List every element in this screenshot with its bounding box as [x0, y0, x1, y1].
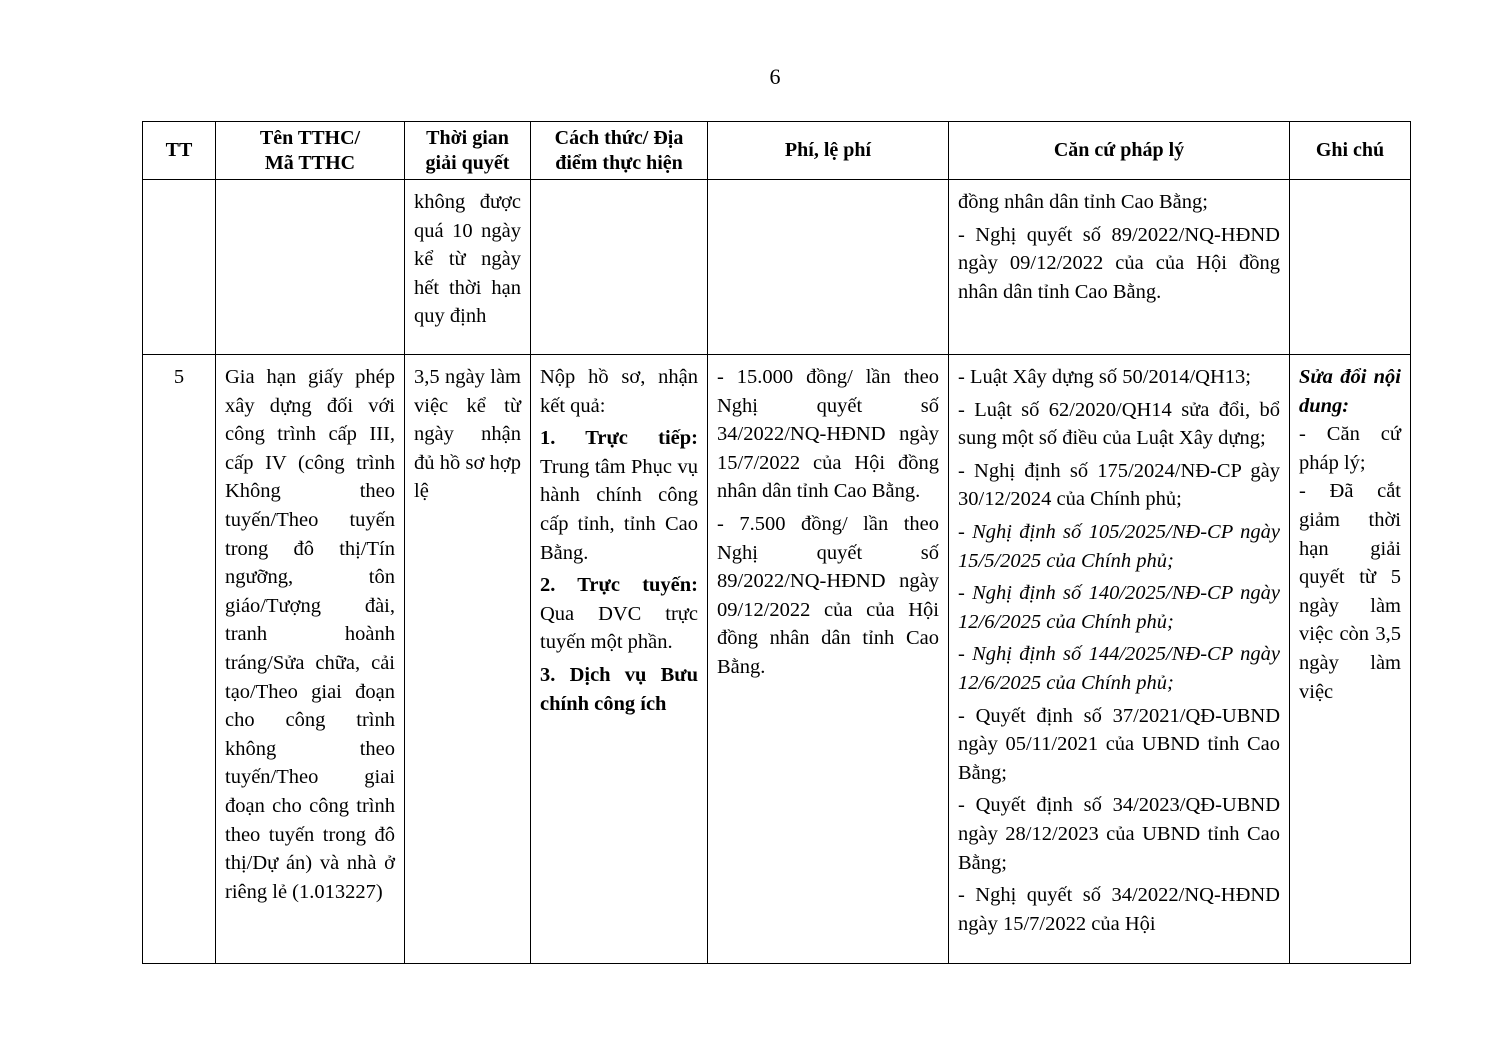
- cell-processing-time: 3,5 ngày làm việc kể từ ngày nhận đủ hồ sơ hợp lệ: [405, 355, 531, 964]
- page-number: 6: [769, 64, 781, 89]
- method-online-label: 2. Trực tuyến:: [540, 574, 698, 597]
- header-note: Ghi chú: [1290, 122, 1411, 180]
- procedure-table: [142, 121, 1411, 964]
- cell-time-continued: không được quá 10 ngày kể từ ngày hết thời hạn quy định: [405, 180, 531, 355]
- note-item: - Đã cắt giảm thời hạn giải quyết từ 5 ngày làm việc còn 3,5 ngày làm việc: [1299, 480, 1401, 703]
- legal-item: - Quyết định số 34/2023/QĐ-UBND ngày 28/12/2023 của UBND tỉnh Cao Bằng;: [958, 794, 1280, 874]
- header-tt: TT: [143, 122, 216, 180]
- legal-item: - Nghị quyết số 34/2022/NQ-HĐND ngày 15/7/2022 của Hội: [958, 884, 1280, 935]
- method-postal: 3. Dịch vụ Bưu chính công ích: [540, 663, 698, 715]
- cell-fee-continued: [708, 180, 949, 355]
- legal-item: đồng nhân dân tỉnh Cao Bằng;: [958, 191, 1208, 213]
- header-time-line1: Thời gian: [426, 126, 509, 149]
- note-item: - Căn cứ pháp lý;: [1299, 423, 1401, 474]
- legal-item: - Nghị định số 144/2025/NĐ-CP ngày 12/6/2025 của Chính phủ;: [958, 643, 1280, 694]
- legal-item: - Quyết định số 37/2021/QĐ-UBND ngày 05/11/2021 của UBND tỉnh Cao Bằng;: [958, 704, 1280, 784]
- legal-item: - Nghị quyết số 89/2022/NQ-HĐND ngày 09/12/2022 của của Hội đồng nhân dân tỉnh Cao Bằng.: [958, 223, 1280, 303]
- cell-fees: [708, 355, 949, 964]
- note-title: Sửa đổi nội dung:: [1299, 366, 1401, 417]
- legal-item: - Nghị định số 105/2025/NĐ-CP ngày 15/5/2025 của Chính phủ;: [958, 520, 1280, 572]
- legal-item: - Nghị định số 175/2024/NĐ-CP gày 30/12/2024 của Chính phủ;: [958, 459, 1280, 511]
- legal-item: - Luật Xây dựng số 50/2014/QH13;: [958, 366, 1251, 388]
- fee-item: - 7.500 đồng/ lần theo Nghị quyết số 89/2022/NQ-HĐND ngày 09/12/2022 của của Hội đồng nhân dân tỉnh Cao Bằng.: [717, 512, 939, 678]
- header-name-line2: Mã TTHC: [264, 151, 356, 174]
- method-direct-text: Trung tâm Phục vụ hành chính công cấp tỉnh, tỉnh Cao Bằng.: [540, 455, 698, 564]
- table-row-5: [143, 355, 1411, 964]
- header-method-line1: Cách thức/ Địa: [554, 126, 684, 149]
- table-header-row: [143, 122, 1411, 180]
- method-intro: Nộp hồ sơ, nhận kết quả:: [540, 366, 698, 417]
- cell-tt-continued: [143, 180, 216, 355]
- method-direct-label: 1. Trực tiếp:: [540, 427, 698, 450]
- table-row-continued: [143, 180, 1411, 355]
- cell-name-continued: [216, 180, 405, 355]
- cell-note-continued: [1290, 180, 1411, 355]
- header-method: [531, 122, 708, 180]
- cell-legal-continued: [949, 180, 1290, 355]
- cell-note: [1290, 355, 1411, 964]
- method-online: [540, 571, 698, 657]
- header-name-line1: Tên TTHC/: [259, 126, 361, 149]
- header-time-line2: giải quyết: [425, 151, 510, 174]
- method-online-text: Qua DVC trực tuyến một phần.: [540, 602, 698, 654]
- cell-procedure-name: Gia hạn giấy phép xây dựng đối với công trình cấp III, cấp IV (công trình Không theo tuyến/Theo tuyến trong đô thị/Tín ngưỡng, tôn giáo/Tượng đài, tranh hoành tráng/Sửa chữa, cải tạo/Theo giai đoạn cho công trình không theo tuyến/Theo giai đoạn cho công trình theo tuyến trong đô thị/Dự án) và nhà ở riêng lẻ (1.013227): [216, 355, 405, 964]
- cell-method: [531, 355, 708, 964]
- header-fee: Phí, lệ phí: [708, 122, 949, 180]
- header-legal: Căn cứ pháp lý: [949, 122, 1290, 180]
- header-name: [216, 122, 405, 180]
- cell-method-continued: [531, 180, 708, 355]
- header-method-line2: điểm thực hiện: [555, 151, 683, 174]
- method-direct: [540, 424, 698, 567]
- cell-tt: 5: [143, 355, 216, 964]
- legal-item: - Luật số 62/2020/QH14 sửa đổi, bổ sung một số điều của Luật Xây dựng;: [958, 398, 1280, 450]
- cell-legal-basis: [949, 355, 1290, 964]
- legal-item: - Nghị định số 140/2025/NĐ-CP ngày 12/6/2025 của Chính phủ;: [958, 582, 1280, 633]
- fee-item: - 15.000 đồng/ lần theo Nghị quyết số 34/2022/NQ-HĐND ngày 15/7/2022 của Hội đồng nhân dân tỉnh Cao Bằng.: [717, 366, 939, 503]
- header-time: [405, 122, 531, 180]
